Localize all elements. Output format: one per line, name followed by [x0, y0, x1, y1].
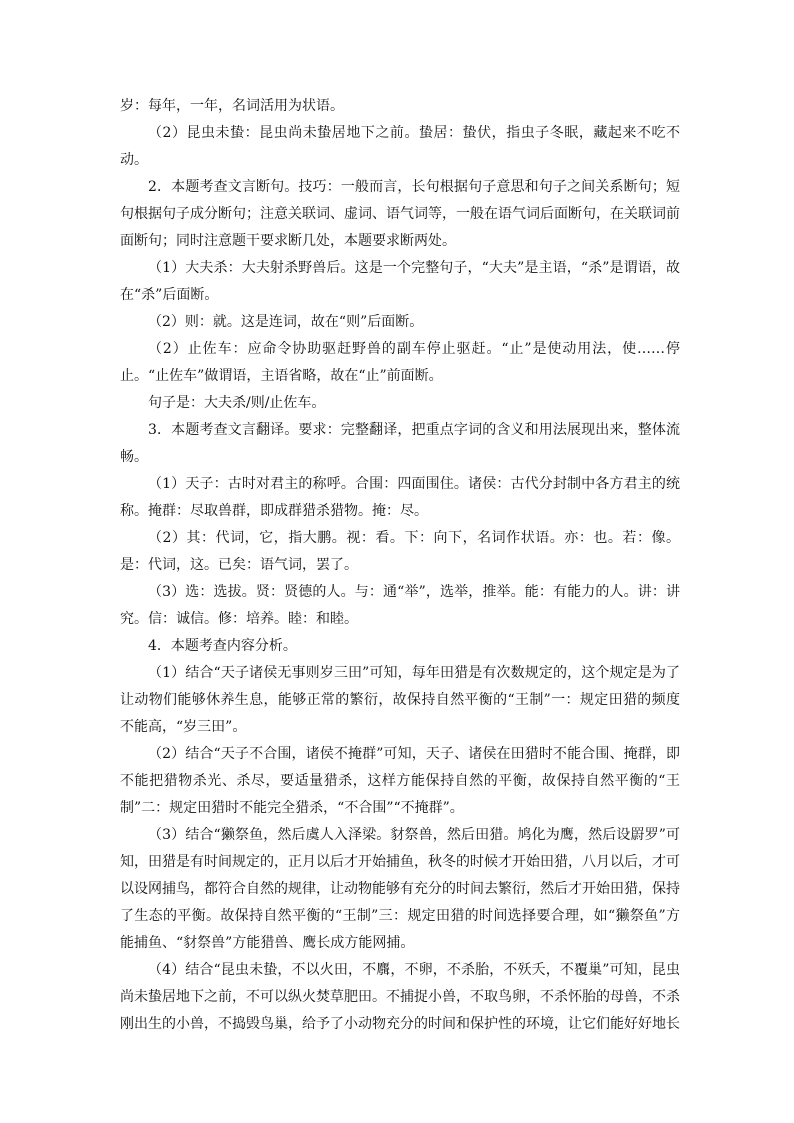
paragraph-16: （4）结合“昆虫未蛰，不以火田，不麛，不卵，不杀胎，不殀夭，不覆巢”可知，昆虫尚未蛰居地下之前，不可以纵火焚草肥田。不捕捉小兽，不取鸟卵，不杀怀胎的母兽，不杀刚出生的小兽，不捣毁鸟巢，给予了小动物充分的时间和保护性的环境，让它们能好好地长: [120, 962, 680, 1032]
paragraph-5: （2）则：就。这是连词，故在“则”后面断。: [148, 314, 424, 330]
paragraph-3: 2．本题考查文言断句。技巧：一般而言，长句根据句子意思和句子之间关系断句；短句根据句子成分断句；注意关联词、虚词、语气词等，一般在语气词后面断句，在关联词前面断句；同时注意题干要求断几处，本题要求断两处。: [120, 179, 680, 249]
paragraph-9: （1）天子：古时对君主的称呼。合围：四面围住。诸侯：古代分封制中各方君主的统称。掩群：尽取兽群，即成群猎杀猎物。掩：尽。: [120, 476, 680, 519]
paragraph-1: 岁：每年，一年，名词活用为状语。: [120, 98, 344, 114]
paragraph-10: （2）其：代词，它，指大鹏。视：看。下：向下，名词作状语。亦：也。若：像。是：代词，这。已矣：语气词，罢了。: [120, 530, 680, 573]
paragraph-7: 句子是：大夫杀/则/止佐车。: [148, 395, 326, 411]
paragraph-14: （2）结合“天子不合围，诸侯不掩群”可知，天子、诸侯在田猎时不能合围、掩群，即不能把猎物杀光、杀尽，要适量猎杀，这样方能保持自然的平衡，故保持自然平衡的“王制”二：规定田猎时不能完全猎杀，“不合围”“不掩群”。: [120, 746, 680, 816]
paragraph-11: （3）选：选拔。贤：贤德的人。与：通“举”，选举，推举。能：有能力的人。讲：讲究。信：诚信。修：培养。睦：和睦。: [120, 584, 680, 627]
paragraph-6: （2）止佐车：应命令协助驱赶野兽的副车停止驱赶。“止”是使动用法，使……停止。“止佐车”做谓语，主语省略，故在“止”前面断。: [120, 341, 680, 384]
paragraph-4: （1）大夫杀：大夫射杀野兽后。这是一个完整句子，“大夫”是主语，“杀”是谓语，故在“杀”后面断。: [120, 260, 680, 303]
paragraph-12: 4．本题考查内容分析。: [148, 638, 297, 654]
paragraph-8: 3．本题考查文言翻译。要求：完整翻译，把重点字词的含义和用法展现出来，整体流畅。: [120, 422, 680, 465]
paragraph-15: （3）结合“獭祭鱼，然后虞人入泽梁。豺祭兽，然后田猎。鸠化为鹰，然后设罻罗”可知，田猎是有时间规定的，正月以后才开始捕鱼，秋冬的时候才开始田猎，八月以后，才可以设网捕鸟，都符合自然的规律，让动物能够有充分的时间去繁衍，然后才开始田猎，保持了生态的平衡。故保持自然平衡的“王制”三：规定田猎的时间选择要合理，如“獭祭鱼”方能捕鱼、“豺祭兽”方能猎兽、鹰长成方能网捕。: [120, 827, 680, 951]
paragraph-2: （2）昆虫未蛰：昆虫尚未蛰居地下之前。蛰居：蛰伏，指虫子冬眠，藏起来不吃不动。: [120, 125, 680, 168]
document-body: [120, 93, 680, 1038]
paragraph-13: （1）结合“天子诸侯无事则岁三田”可知，每年田猎是有次数规定的，这个规定是为了让动物们能够休养生息，能够正常的繁衍，故保持自然平衡的“王制”一：规定田猎的频度不能高，“岁三田”。: [120, 665, 680, 735]
